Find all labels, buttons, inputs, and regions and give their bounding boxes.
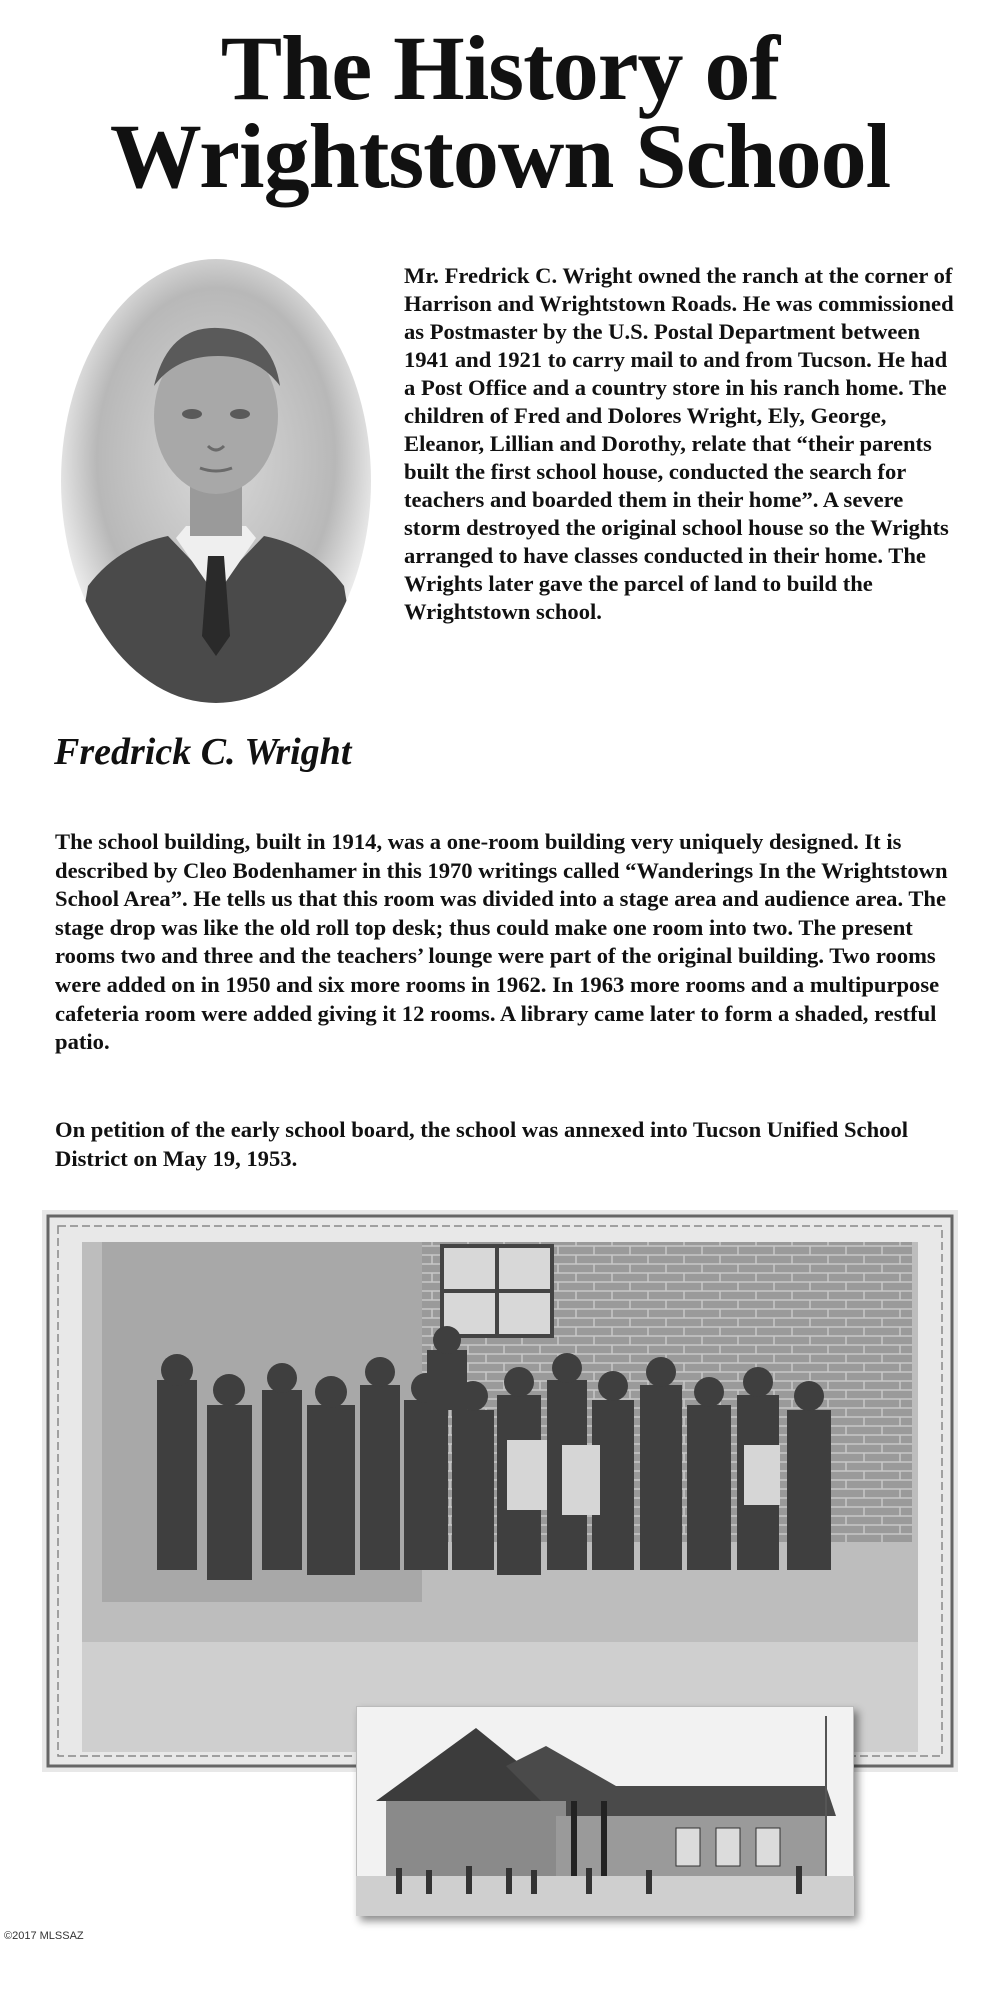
school-building-photo [356, 1706, 854, 1916]
students-group-photo [42, 1210, 958, 1772]
portrait-photo [58, 256, 374, 706]
title-line-1: The History of [220, 17, 780, 119]
copyright-text: ©2017 MLSSAZ [4, 1930, 84, 1942]
page-title [0, 17, 1000, 207]
building-paragraph: The school building, built in 1914, was a one-room building very uniquely designed. It is described by Cleo Bodenhamer in this 1970 writings called “Wanderings In the Wrightstown School Area”. He tells us that this room was divided into a stage area and audience area. The stage drop was like the old roll top desk; thus could make one room into two. The present rooms two and three and the teachers’ lounge were part of the original building. Two rooms were added on in 1950 and six more rooms in 1962. In 1963 more rooms and a multipurpose cafeteria room were added giving it 12 rooms. A library came later to form a shaded, restful patio. [55, 829, 948, 1055]
annex-paragraph: On petition of the early school board, the school was annexed into Tucson Unified School District on May 19, 1953. [55, 1117, 909, 1171]
portrait-caption: Fredrick C. Wright [54, 731, 352, 773]
intro-paragraph: Mr. Fredrick C. Wright owned the ranch at the corner of Harrison and Wrightstown Roads. He was commissioned as Postmaster by the U.S. Postal Department between 1941 and 1921 to carry mail to and from Tucson. He had a Post Office and a country store in his ranch home. The children of Fred and Dolores Wright, Ely, George, Eleanor, Lillian and Dorothy, relate that “their parents built the first school house, conducted the search for teachers and boarded them in their home”. A severe storm destroyed the original school house so the Wrights arranged to have classes conducted in their home. The Wrights later gave the parcel of land to build the Wrightstown school. [404, 263, 954, 624]
title-line-2: Wrightstown School [109, 105, 891, 207]
